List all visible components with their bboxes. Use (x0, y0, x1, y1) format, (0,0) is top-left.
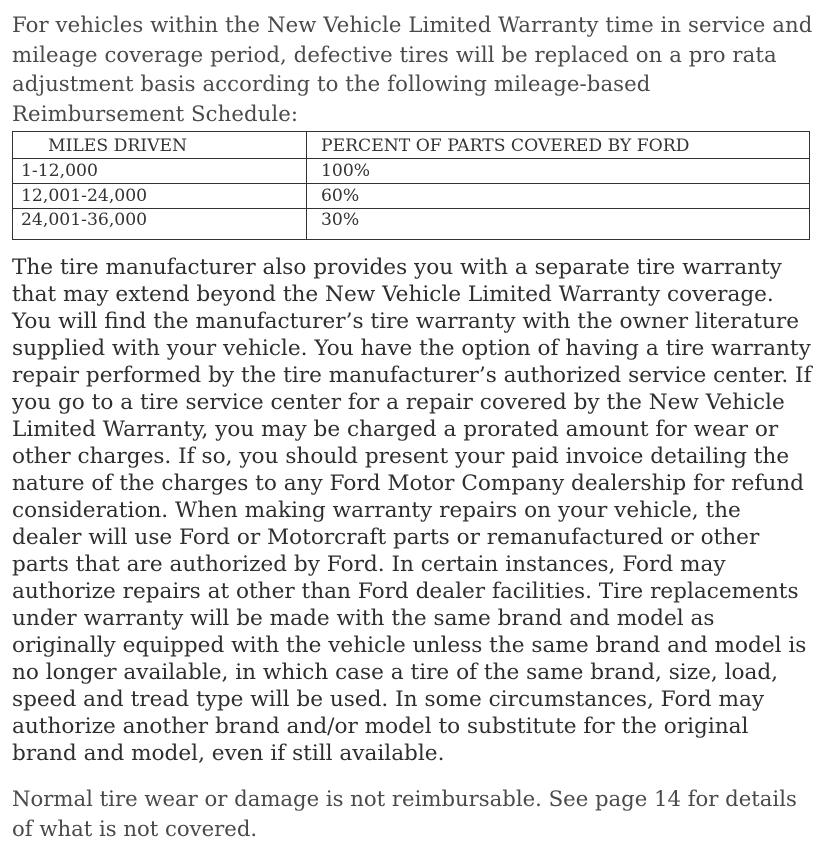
intro-paragraph: For vehicles within the New Vehicle Limited Warranty time in service and mileage coverage period, defective tires will be replaced on a pro rata adjustment basis according to the following mileage-based Reimbursement Schedule: (12, 12, 813, 126)
table-row (13, 184, 810, 209)
table-row (13, 209, 810, 240)
miles-cell: 12,001-24,000 (13, 184, 307, 209)
document-page (12, 10, 817, 843)
reimbursement-schedule-table (12, 131, 810, 240)
percent-cell: 100% (307, 159, 810, 184)
percent-cell: 30% (321, 210, 360, 230)
warranty-body-paragraph: The tire manufacturer also provides you with a separate tire warranty that may extend beyond the New Vehicle Limited Warranty coverage. You will find the manufacturer’s tire warranty with the owner literature supplied with your vehicle. You have the option of having a tire warranty repair performed by the tire manufacturer’s authorized service center. If you go to a tire service center for a repair covered by the New Vehicle Limited Warranty, you may be charged a prorated amount for wear or other charges. If so, you should present your paid invoice detailing the nature of the charges to any Ford Motor Company dealership for refund consideration. When making warranty repairs on your vehicle, the dealer will use Ford or Motorcraft parts or remanufactured or other parts that are authorized by Ford. In certain instances, Ford may authorize repairs at other than Ford dealer facilities. Tire replacements under warranty will be made with the same brand and model as originally equipped with the vehicle unless the same brand and model is no longer available, in which case a tire of the same brand, size, load, speed and tread type will be used. In some circumstances, Ford may authorize another brand and/or model to substitute for the original brand and model, even if still available. (12, 255, 812, 766)
miles-driven-header: MILES DRIVEN (13, 132, 307, 159)
miles-cell: 1-12,000 (13, 159, 307, 184)
percent-cell: 60% (307, 184, 810, 209)
closing-paragraph: Normal tire wear or damage is not reimbursable. See page 14 for details of what is not covered. (12, 786, 797, 841)
table-row (13, 159, 810, 184)
table-header-row (13, 132, 810, 159)
percent-covered-header: PERCENT OF PARTS COVERED BY FORD (307, 132, 810, 159)
miles-cell: 24,001-36,000 (13, 209, 307, 240)
